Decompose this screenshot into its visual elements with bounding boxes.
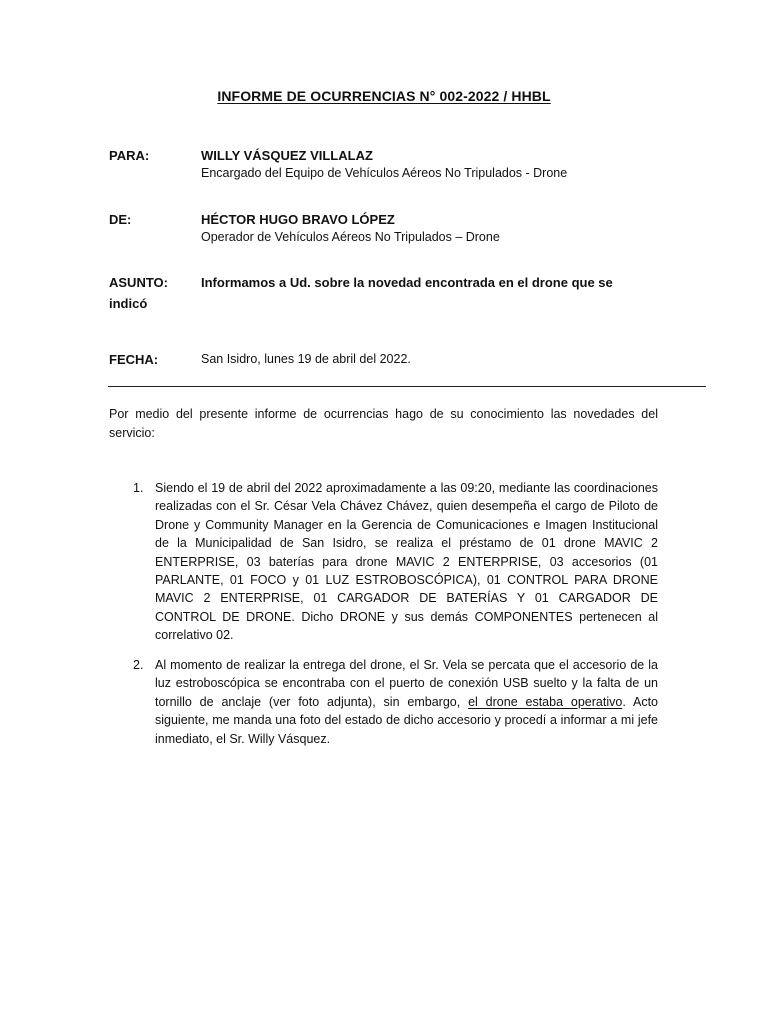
para-label: PARA: <box>109 148 150 163</box>
de-role: Operador de Vehículos Aéreos No Tripulados – Drone <box>201 230 500 244</box>
list-item-number: 2. <box>133 658 144 672</box>
document-title-text: INFORME DE OCURRENCIAS N° 002-2022 / HHBL <box>217 88 551 104</box>
list-item-text-after: . Acto siguiente, me manda una foto del estado de dicho accesorio y procedí a informar a mi jefe inmediato, el Sr. Willy Vásquez. <box>155 694 658 746</box>
list-item-text <box>155 656 658 748</box>
list-item-number: 1. <box>133 481 144 495</box>
list-item-text-before: Al momento de realizar la entrega del drone, el Sr. Vela se percata que el accesorio de la luz estroboscópica se encontraba con el puerto de conexión USB suelto y la falta de un tornillo de anclaje (ver foto adjunta), sin embargo, <box>155 658 658 709</box>
asunto-text: Informamos a Ud. sobre la novedad encontrada en el drone que se <box>201 275 613 290</box>
fecha-value: San Isidro, lunes 19 de abril del 2022. <box>201 352 411 366</box>
list-item-text: Siendo el 19 de abril del 2022 aproximadamente a las 09:20, mediante las coordinaciones realizadas con el Sr. César Vela Chávez Chávez, quien desempeña el cargo de Piloto de Drone y Community Manager en la Gerencia de Comunicaciones e Imagen Institucional de la Municipalidad de San Isidro, se realiza el préstamo de 01 drone MAVIC 2 ENTERPRISE, 03 baterías para drone MAVIC 2 ENTERPRISE, 03 accesorios (01 PARLANTE, 01 FOCO y 01 LUZ ESTROBOSCÓPICA), 01 CONTROL PARA DRONE MAVIC 2 ENTERPRISE, 01 CARGADOR DE BATERÍAS Y 01 CARGADOR DE CONTROL DE DRONE. Dicho DRONE y sus demás COMPONENTES pertenecen al correlativo 02. <box>155 481 658 643</box>
list-item-text-underlined: el drone estaba operativo <box>468 694 623 709</box>
separator-line <box>108 386 706 387</box>
para-name: WILLY VÁSQUEZ VILLALAZ <box>201 148 373 163</box>
asunto-label: ASUNTO: <box>109 275 168 290</box>
de-label: DE: <box>109 212 132 227</box>
para-role: Encargado del Equipo de Vehículos Aéreos No Tripulados - Drone <box>201 166 568 180</box>
de-name: HÉCTOR HUGO BRAVO LÓPEZ <box>201 212 395 227</box>
fecha-label: FECHA: <box>109 352 159 367</box>
intro-paragraph: Por medio del presente informe de ocurrencias hago de su conocimiento las novedades del servicio: <box>109 407 658 440</box>
document-title <box>0 88 768 104</box>
asunto-continuation: indicó <box>109 296 148 311</box>
